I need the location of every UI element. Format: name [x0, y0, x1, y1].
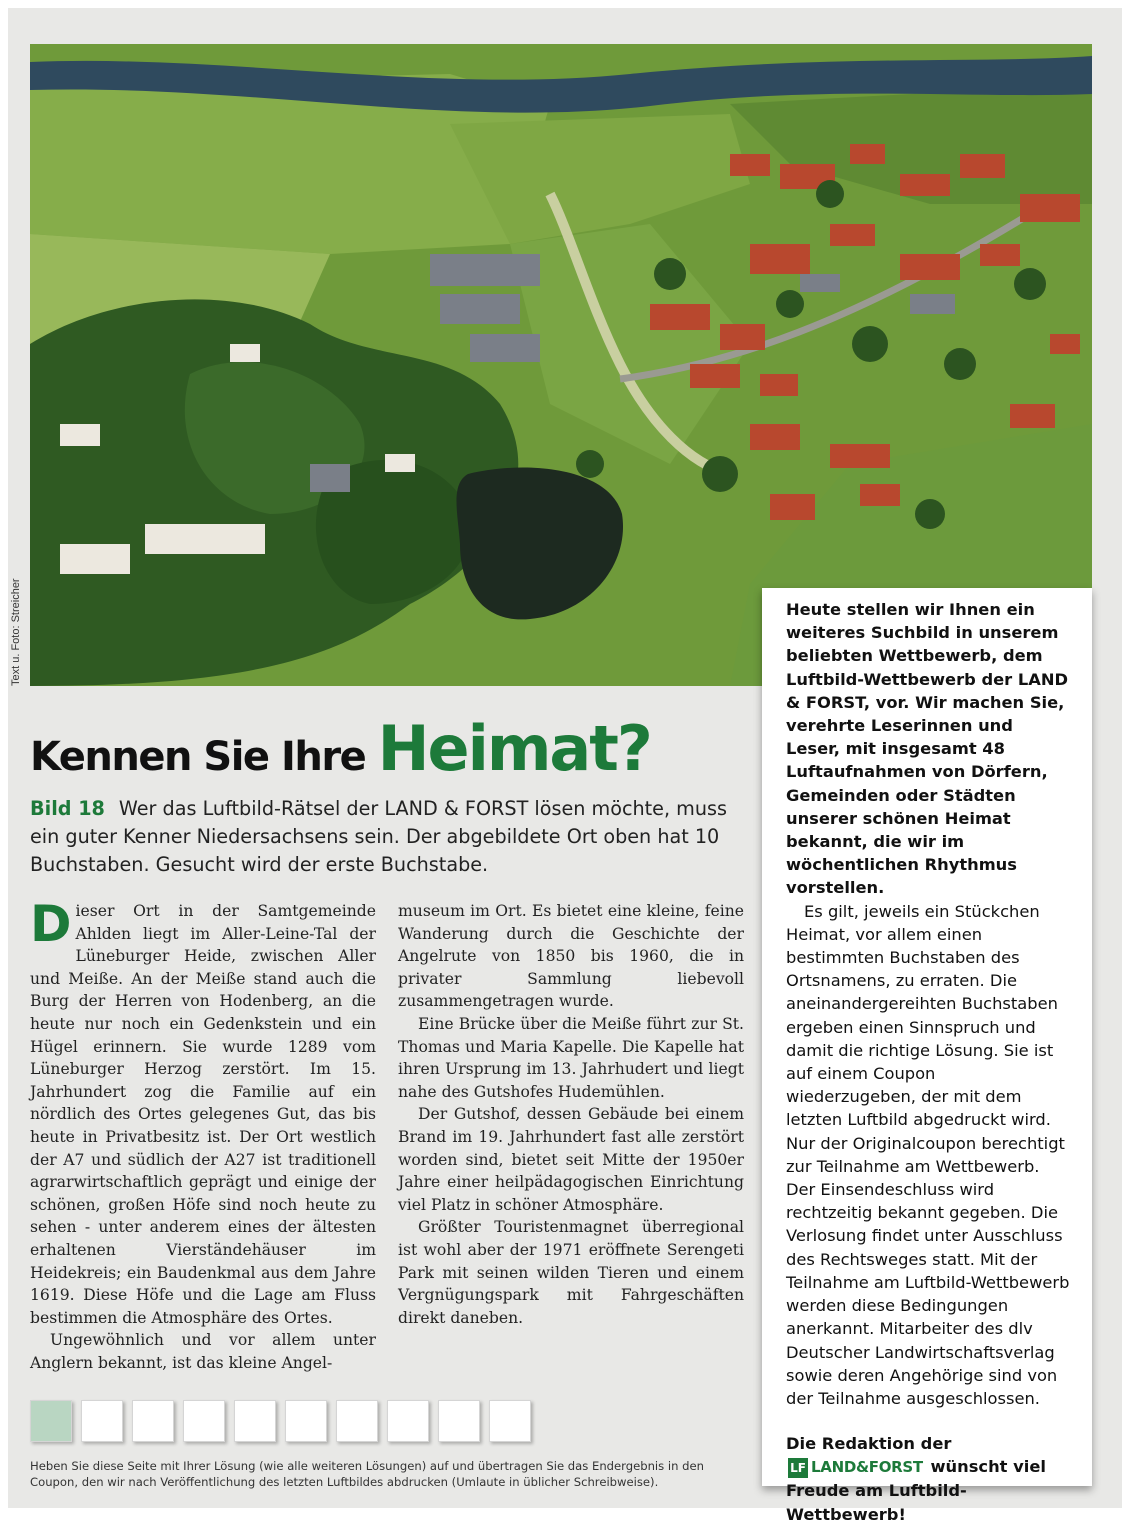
article-column-1: [30, 895, 376, 1374]
letter-box-5[interactable]: [234, 1400, 276, 1442]
contest-intro: Heute stellen wir Ihnen ein weiteres Suchbild in unserem beliebten Wettbewerb, dem Luftbild-Wettbewerb der LAND & FORST, vor. Wir machen Sie, verehrte Leserinnen und Leser, mit insgesamt 48 Luftaufnahmen von Dörfern, Gemeinden oder Städten unserer schönen Heimat bekannt, die wir im wöchentlichen Rhythmus vorstellen.: [786, 600, 1068, 898]
letter-box-2[interactable]: [81, 1400, 123, 1442]
photo-credit: Text u. Foto: Streicher: [10, 578, 22, 686]
article-paragraph-5: Größter Touristenmagnet überregional ist wohl aber der 1971 eröffnete Serengeti Park mit seinen wilden Tieren und einem Vergnügungspark mit Fahrgeschäften direkt daneben.: [398, 1218, 744, 1327]
contest-rules: Es gilt, jeweils ein Stückchen Heimat, vor allem einen bestimmten Buchstaben des Ortsnamens, zu erraten. Die aneinandergereihten Buchstaben ergeben einen Sinnspruch und damit die richtige Lösung. Sie ist auf einem Coupon wiederzugeben, der mit dem letzten Luftbild abgedruckt wird. Nur der Originalcoupon berechtigt zur Teilnahme am Wettbewerb. Der Einsendeschluss wird rechtzeitig bekannt gegeben. Die Verlosung findet unter Ausschluss des Rechtsweges statt. Mit der Teilnahme am Luftbild-Wettbewerb werden diese Bedingungen anerkannt. Mitarbeiter des dlv Deutscher Landwirtschaftsverlag sowie deren Angehörige sind von der Teilnahme ausgeschlossen.: [786, 901, 1070, 1408]
lead-paragraph: [30, 795, 750, 879]
article-paragraph-2-cont: museum im Ort. Es bietet eine kleine, feine Wanderung durch die Geschichte der Angelrute von 1850 bis 1960, die in privater Sammlung liebevoll zusammengetragen wurde.: [398, 902, 744, 1011]
letter-box-8[interactable]: [387, 1400, 429, 1442]
contest-info-box: [762, 588, 1092, 1524]
title-part-2: Heimat?: [377, 712, 651, 785]
lead-text: Wer das Luftbild-Rätsel der LAND & FORST lösen möchte, muss ein guter Kenner Niedersachsens sein. Der abgebildete Ort oben hat 10 Buchstaben. Gesucht wird der erste Buchstabe.: [30, 797, 728, 876]
instructions-footnote: Heben Sie diese Seite mit Ihrer Lösung (wie alle weiteren Lösungen) auf und übertragen Sie das Endergebnis in den Coupon, den wir nach Veröffentlichung des letzten Luftbildes abdrucken (Umlaute in üblicher Schreibweise).: [30, 1459, 704, 1489]
article-paragraph-3: Eine Brücke über die Meiße führt zur St. Thomas und Maria Kapelle. Die Kapelle hat ihren Ursprung im 13. Jahrhudert und liegt nahe des Gutshofes Hudemühlen.: [398, 1014, 744, 1101]
picture-number: Bild 18: [30, 797, 105, 820]
letter-box-1[interactable]: [30, 1400, 72, 1442]
closing-text-post: wünscht viel Freude am Luftbild-Wettbewerb!: [786, 1457, 1046, 1524]
article-paragraph-2: Ungewöhnlich und vor allem unter Anglern bekannt, ist das kleine Angel-: [30, 1331, 376, 1372]
article-column-2: [398, 900, 744, 1329]
article-paragraph-1-text: ieser Ort in der Samtgemeinde Ahlden liegt im Aller-Leine-Tal der Lüneburger Heide, zwischen Aller und Meiße. An der Meiße stand auch die Burg der Herren von Hodenberg, an die heute nur noch ein Gedenkstein und ein Hügel erinnern. Sie wurde 1289 vom Lüneburger Herzog zerstört. Im 15. Jahrhundert zog die Familie auf ein nördlich des Ortes gelegenes Gut, das bis heute in Privatbesitz ist. Der Ort westlich der A7 und südlich der A27 ist traditionell agrarwirtschaftlich geprägt und einige der schönen, großen Höfe sind noch heute zu sehen - unter anderem eines der ältesten erhaltenen Vierständehäuser im Heidekreis; ein Baudenkmal aus dem Jahre 1619. Diese Höfe und die Lage am Fluss bestimmen die Atmosphäre des Ortes.: [30, 902, 376, 1327]
land-forst-logo: [788, 1456, 923, 1479]
title-part-1: Kennen Sie Ihre: [30, 734, 378, 780]
contest-closing: [786, 1432, 1070, 1526]
page-title: [30, 712, 651, 785]
letter-box-10[interactable]: [489, 1400, 531, 1442]
letter-box-6[interactable]: [285, 1400, 327, 1442]
letter-box-7[interactable]: [336, 1400, 378, 1442]
letter-box-9[interactable]: [438, 1400, 480, 1442]
letter-box-4[interactable]: [183, 1400, 225, 1442]
land-forst-logo-text: LAND&FORST: [811, 1458, 923, 1477]
answer-letter-boxes: [30, 1400, 531, 1442]
drop-cap: D: [30, 895, 72, 953]
article-paragraph-4: Der Gutshof, dessen Gebäude bei einem Brand im 19. Jahrhundert fast alle zerstört worden sind, bietet seit Mitte der 1950er Jahre einer heilpädagogischen Einrichtung viel Platz in schöner Atmosphäre.: [398, 1105, 744, 1214]
land-forst-logo-icon: LF: [788, 1458, 808, 1478]
letter-box-3[interactable]: [132, 1400, 174, 1442]
closing-text-pre: Die Redaktion der: [786, 1434, 952, 1454]
article-paragraph-1: [30, 895, 376, 1329]
